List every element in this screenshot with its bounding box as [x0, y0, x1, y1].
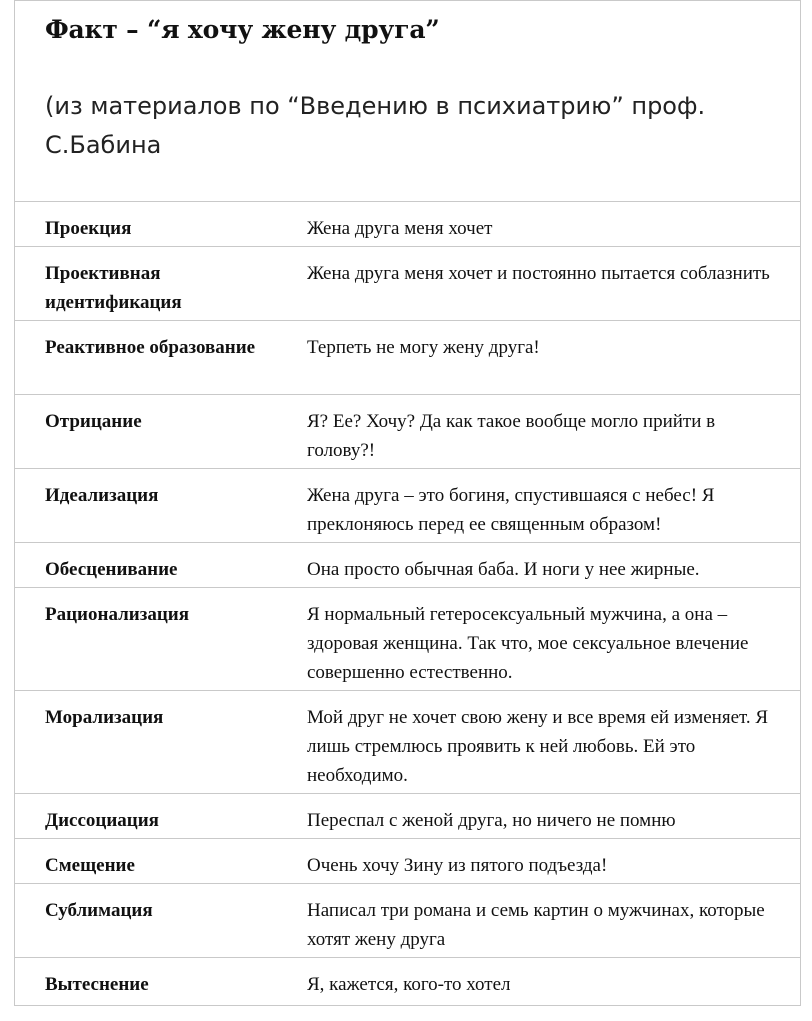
table-row	[15, 839, 800, 884]
table-row	[15, 691, 800, 794]
mechanism-example: Жена друга меня хочет и постоянно пытается соблазнить	[307, 263, 770, 284]
source-note: (из материалов по “Введению в психиатрию” проф. С.Бабина	[45, 92, 706, 159]
mechanism-example: Мой друг не хочет свою жену и все время ей изменяет. Я лишь стремлюсь проявить к ней любовь. Ей это необходимо.	[307, 707, 769, 786]
table-row	[15, 321, 800, 395]
mechanism-example: Переспал с женой друга, но ничего не помню	[307, 810, 676, 831]
mechanism-term: Проективная идентификация	[45, 263, 182, 313]
mechanism-example: Жена друга – это богиня, спустившаяся с небес! Я преклоняюсь перед ее священным образом!	[307, 485, 715, 535]
mechanism-term: Вытеснение	[45, 974, 149, 995]
mechanism-term: Проекция	[45, 218, 132, 239]
mechanism-term: Морализация	[45, 707, 164, 728]
mechanism-example: Написал три романа и семь картин о мужчинах, которые хотят жену друга	[307, 900, 765, 950]
table-header	[15, 1, 800, 202]
table-row	[15, 395, 800, 469]
mechanism-example: Я, кажется, кого-то хотел	[307, 974, 511, 995]
mechanism-example: Она просто обычная баба. И ноги у нее жирные.	[307, 559, 700, 580]
mechanism-example: Я нормальный гетеросексуальный мужчина, а она – здоровая женщина. Так что, мое сексуальное влечение совершенно естественно.	[307, 604, 749, 683]
mechanism-term: Сублимация	[45, 900, 153, 921]
table-row	[15, 588, 800, 691]
mechanism-term: Рационализация	[45, 604, 190, 625]
mechanism-term: Реактивное образование	[45, 337, 256, 358]
table-row	[15, 958, 800, 1006]
defense-mechanisms-table	[14, 0, 801, 1006]
mechanism-term: Диссоциация	[45, 810, 159, 831]
table-row	[15, 884, 800, 958]
mechanism-example: Жена друга меня хочет	[307, 218, 493, 239]
mechanism-term: Идеализация	[45, 485, 159, 506]
table-row	[15, 794, 800, 839]
mechanism-example: Я? Ее? Хочу? Да как такое вообще могло прийти в голову?!	[307, 411, 716, 461]
mechanism-term: Обесценивание	[45, 559, 178, 580]
table-row	[15, 543, 800, 588]
table-row	[15, 202, 800, 247]
table-row	[15, 247, 800, 321]
mechanism-term: Смещение	[45, 855, 135, 876]
page-title: Факт – “я хочу жену друга”	[45, 15, 440, 44]
mechanism-term: Отрицание	[45, 411, 142, 432]
mechanism-example: Терпеть не могу жену друга!	[307, 337, 540, 358]
table-row	[15, 469, 800, 543]
mechanism-example: Очень хочу Зину из пятого подъезда!	[307, 855, 608, 876]
